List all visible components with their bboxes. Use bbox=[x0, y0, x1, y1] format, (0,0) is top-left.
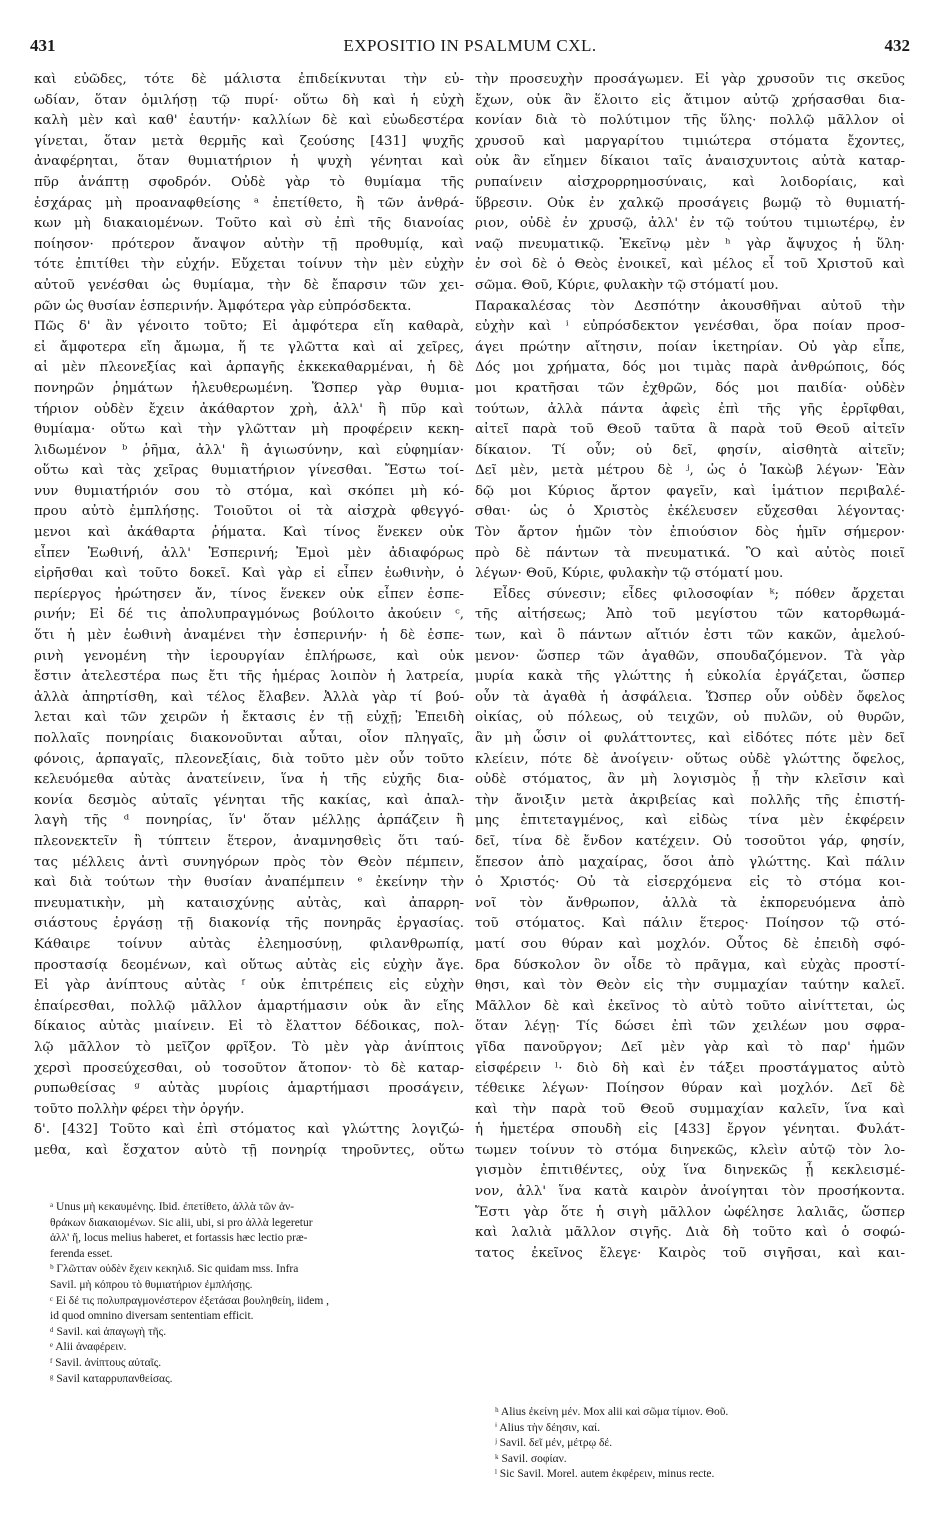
footnote-line: ᶠ Savil. ἀνίπτους αὐταῖς. bbox=[50, 1356, 162, 1369]
text-line: ὁ Χριστός· Οὐ τὰ εἰσερχόμενα εἰς τὸ στόμα κοι- bbox=[475, 875, 905, 891]
text-line: σιάστους ἐργάσῃ τῇ διακονίᾳ τῆς πονηρᾶς ἐργασίας. bbox=[34, 916, 464, 932]
text-line: καὶ διὰ τούτων τὴν θυσίαν ἀναπέμπειν ᵉ ἐκείνην τὴν bbox=[34, 875, 464, 891]
text-line: άγει πρώτην αἴτησιν, ποίαν ἱκετηρίαν. Οὐ γὰρ εἶπε, bbox=[475, 339, 905, 355]
text-line: κονία δεσμὸς αὐταῖς γένηται τῆς κακίας, καὶ ἀπαλ- bbox=[34, 792, 464, 808]
text-line: πολλαῖς πονηρίαις διακονοῦνται αὗται, οἷον πληγαῖς, bbox=[34, 731, 464, 746]
footnote-line: ʰ Alius ἐκείνη μέν. Mox alii καὶ σῶμα τίμιον. Θοῦ. bbox=[495, 1406, 729, 1418]
text-line: θησι, καὶ τὸν Θεὸν εἰς τὴν συμμαχίαν ταύτην καλεῖ. bbox=[475, 978, 905, 994]
text-line: μενον· ὥσπερ τῶν ἀγαθῶν, σπουδαζόμενον. Τὰ γὰρ bbox=[475, 648, 905, 664]
text-line: ἂν μὴ ὦσιν οἱ φυλάττοντες, καὶ εἰδότες πότε μὲν δεῖ bbox=[475, 731, 905, 746]
footnote-line: ἀλλ' ἤ, locus melius haberet, et fortassis hæc lectio præ- bbox=[50, 1232, 308, 1245]
text-line: ματί σου θύραν καὶ μοχλόν. Οὗτος δὲ ἐπειδὴ σφό- bbox=[475, 936, 905, 952]
text-line: ἐπαίρεσθαι, πολλῷ μᾶλλον ἁμαρτήμασιν οὐκ ἂν εἴης bbox=[34, 998, 464, 1014]
text-line: γίνεται, ὅταν μετὰ θερμῆς καὶ ζεούσης [431] ψυχῆς bbox=[34, 133, 464, 149]
text-line: Μᾶλλον δὲ καὶ ἐκεῖνος τὸ αὐτὸ τοῦτο αἰνίττεται, ὡς bbox=[475, 998, 905, 1014]
page-number-right: 432 bbox=[884, 36, 910, 55]
text-line: οὐκ ἂν εἴημεν δίκαιοι ταῖς ἀναισχυντοις αὐτὰ καταρ- bbox=[475, 154, 905, 170]
text-line: περίεργος ἠρώτησεν ἄν, τίνος ἕνεκεν οὐκ εἶπεν ἑσπε- bbox=[34, 586, 464, 602]
text-line: ρυπωθείσας ᵍ αὐτὰς μυρίοις ἁμαρτήμασι προσάγειν, bbox=[34, 1081, 464, 1097]
footnote-line: ᶜ Εἰ δέ τις πολυπραγμονέστερον ἐξετάσαι βουληθείη, iidem , bbox=[50, 1294, 330, 1307]
text-line: τὴν ἄνοιξιν μετὰ ἀκριβείας καὶ πολλῆς τῆς ἐπιστή- bbox=[475, 792, 905, 808]
text-line: τωμεν τοίνυν τὸ στόμα διηνεκῶς, κλεὶν αὐτῷ τὸν λο- bbox=[475, 1142, 905, 1158]
footnote-line: ⁱ Alius τὴν δέησιν, καί. bbox=[495, 1421, 600, 1434]
text-line: κελευόμεθα αὐτὰς ἀνατείνειν, ἵνα ἡ τῆς εὐχῆς δια- bbox=[34, 772, 464, 788]
text-line: σθαι· ὡς ὁ Χριστὸς ἐκέλευσεν εὔχεσθαι λέγοντας· bbox=[475, 504, 905, 520]
text-line: ὅτι ἡ μὲν ἑωθινὴ ἀναμένει τὴν ἑσπερινήν· ἡ δὲ ἑσπε- bbox=[34, 628, 464, 644]
text-line: οὖν τὰ ἀγαθὰ ἡ ἀσφάλεια. Ὥσπερ οὖν οὐδὲν ὄφελος bbox=[475, 689, 905, 705]
text-line: μεθα, καὶ ἔσχατον αὐτὸ τῇ πονηρίᾳ τηροῦντες, οὕτω bbox=[34, 1142, 464, 1158]
text-line: οὕτω καὶ τὰς χεῖρας θυμιατήριον γίνεσθαι. Ἔστω τοί- bbox=[34, 463, 464, 479]
text-line: κονίαν διὰ τὸ πολύτιμον τῆς ὕλης· πολλῷ μᾶλλον οἱ bbox=[475, 113, 905, 129]
text-line: ριον, οὐδὲ ἐν χρυσῷ, ἀλλ' ἐν τῷ τούτου τιμιωτέρῳ, ἐν bbox=[475, 216, 905, 232]
text-line: γισμὸν ἐπιτιθέντες, οὐχ ἵνα διηνεκῶς ᾖ κεκλεισμέ- bbox=[475, 1163, 905, 1179]
text-line: σῶμα. Θοῦ, Κύριε, φυλακὴν τῷ στόματί μου. bbox=[475, 277, 779, 293]
footnote-line: ᵃ Unus μὴ κεκαυμένης. Ibid. ἐπετίθετο, ἀλλὰ τῶν ἀν- bbox=[50, 1201, 295, 1213]
text-line: ἀλλὰ ἀπηρτίσθη, καὶ τέλος ἔλαβεν. Ἀλλὰ γὰρ τί βού- bbox=[34, 689, 464, 705]
text-line: πρὸ δὲ πάντων τὰ πνευματικά. Ὃ καὶ αὐτὸς ποιεῖ bbox=[475, 545, 905, 561]
text-line: λῷ μᾶλλον τὸ μεῖζον φρῖξον. Τὸ μὲν γὰρ ἀνίπτοις bbox=[34, 1039, 464, 1055]
text-line: οὐδὲ στόματος, ἂν μὴ λογισμὸς ᾖ τὴν κλεῖσιν καὶ bbox=[475, 772, 905, 788]
right-column bbox=[475, 70, 905, 1264]
text-line: ἡ ἡμετέρα σπουδὴ εἰς [433] ἔργον γένηται. Φυλάτ- bbox=[475, 1122, 905, 1138]
text-line: τας μέλλεις ἀντὶ συνηγόρων πρὸς τὸν Θεὸν πέμπειν, bbox=[34, 854, 464, 870]
footnote-line: ˡ Sic Savil. Morel. autem ἐκφέρειν, minus recte. bbox=[495, 1468, 715, 1481]
text-line: δίκαιος αὐτὰς μιαίνειν. Εἰ τὸ ἔλαττον δέδοικας, πολ- bbox=[34, 1019, 464, 1035]
text-line: προστασίᾳ δεομένων, καὶ οὕτως αὐτὰς εἰς εὐχὴν ἄγε. bbox=[34, 957, 464, 973]
text-line: τὴν προσευχὴν προσάγωμεν. Εἰ γὰρ χρυσοῦν τις σκεῦος bbox=[475, 72, 905, 87]
text-line: Παρακαλέσας τὸν Δεσπότην ἀκουσθῆναι αὐτοῦ τὴν bbox=[475, 298, 905, 314]
text-line: Πῶς δ' ἂν γένοιτο τοῦτο; Εἰ ἀμφότερα εἴη καθαρὰ, bbox=[34, 319, 464, 335]
text-line: πρου αὐτὸ ἐμπλήσῃς. Τοιοῦτοι οἱ τὰ αἰσχρὰ φθεγγό- bbox=[34, 504, 464, 520]
text-line: ἔχων, οὐκ ἂν ἕλοιτο εἰς ἄτιμον αὐτῷ χρήσασθαι δια- bbox=[475, 92, 905, 108]
text-line: Ἔστι γὰρ ὅτε ἡ σιγὴ μᾶλλον ὠφέλησε λαλιᾶς, ὥσπερ bbox=[475, 1204, 905, 1220]
footnote-line: θράκων διακαιομένων. Sic alii, ubi, si pro ἀλλὰ legeretur bbox=[50, 1216, 313, 1229]
text-line: ἔπεσον ἀπὸ μαχαίρας, ὅσοι ἀπὸ γλώττης. Καὶ πάλιν bbox=[475, 854, 905, 870]
text-line: εἰσφέρειν ˡ· διὸ δὴ καὶ ἐν τάξει προστάγματος αὐτὸ bbox=[475, 1060, 905, 1076]
footnotes-right bbox=[495, 1405, 895, 1483]
text-line: Εἶδες σύνεσιν; εἶδες φιλοσοφίαν ᵏ; πόθεν ἄρχεται bbox=[493, 586, 905, 602]
text-line: εἰ ἄμφοτερα εἴη ἄμωμα, ἥ τε γλῶττα καὶ αἱ χεῖρες, bbox=[34, 339, 464, 355]
text-line: ἐσχάρας μὴ προαναφθείσης ᵃ ἐπετίθετο, ἢ τῶν ἀνθρά- bbox=[34, 195, 464, 211]
text-line: ὅταν λέγῃ· Τίς δώσει ἐπὶ τῶν χειλέων μου σφρα- bbox=[475, 1019, 905, 1035]
text-line: νυν θυμιατήριόν σου τὸ στόμα, καὶ σκόπει μὴ κό- bbox=[34, 483, 464, 499]
text-line: ναῷ πνευματικῷ. Ἐκεῖνῳ μὲν ʰ γὰρ ἄψυχος ἡ ὕλη· bbox=[475, 236, 905, 252]
text-line: πνευματικὴν, μὴ καταισχύνῃς αὐτὰς, καὶ ἀπαρρη- bbox=[34, 895, 464, 911]
text-line: οἰκίας, οὐ πόλεως, οὐ τειχῶν, οὐ πυλῶν, οὐ θυρῶν, bbox=[475, 710, 905, 726]
running-header bbox=[30, 36, 910, 60]
text-line: αἱ μὲν πλεονεξίας καὶ ἁρπαγῆς ἐκκεκαθαρμέναι, ἡ δὲ bbox=[34, 360, 464, 376]
text-line: ωδίαν, ὅταν ὁμιλήσῃ τῷ πυρί· οὕτω δὴ καὶ ἡ εὐχὴ bbox=[34, 92, 464, 108]
left-column bbox=[34, 70, 464, 1161]
text-line: τήριον οὐδὲν ἔχειν ἀκάθαρτον χρὴ, ἀλλ' ἢ πῦρ καὶ bbox=[34, 401, 464, 417]
text-line: Δός μοι χρήματα, δός μοι τιμὰς παρὰ ἀνθρώποις, δός bbox=[475, 360, 905, 376]
text-line: θυμίαμα· οὕτω καὶ τὴν γλῶτταν μὴ προφέρειν κεκη- bbox=[34, 422, 464, 438]
text-line: τοῦτο πολλὴν φέρει τὴν ὀργήν. bbox=[34, 1101, 245, 1117]
text-line: αὐτοῦ γενέσθαι ὡς θυμίαμα, τὴν δὲ ἔπαρσιν τῶν χει- bbox=[34, 277, 464, 293]
text-line: λεται καὶ τῶν χειρῶν ἡ ἔκτασις ἐν τῇ εὐχῇ; Ἐπειδὴ bbox=[34, 710, 464, 726]
text-line: τότε ἐπιτίθει τὴν εὐχήν. Εὔχεται τοίνυν τὴν μὲν εὐχὴν bbox=[34, 257, 464, 273]
text-line: χερσὶ προσεύχεσθαι, οὐ τοσοῦτον ἄτοπον· τὸ δὲ καταρ- bbox=[34, 1060, 464, 1076]
text-line: νον, ἀλλ' ἵνα κατὰ καιρὸν ἀνοίγηται τὸν προσήκοντα. bbox=[475, 1184, 905, 1200]
text-line: δεῖ, τίνα δὲ ἔνδον κατέχειν. Οὐ τοσοῦτοι γάρ, φησίν, bbox=[475, 833, 905, 849]
text-line: λαγὴ τῆς ᵈ πονηρίας, ἵν' ὅταν μέλλῃς ἁρπάζειν ἢ bbox=[34, 813, 464, 829]
text-line: τέθεικε λέγων· Ποίησον θύραν καὶ μοχλόν. Δεῖ δὲ bbox=[475, 1081, 905, 1097]
text-line: Εἰ γὰρ ἀνίπτους αὐτὰς ᶠ οὐκ ἐπιτρέπεις εἰς εὐχὴν bbox=[34, 978, 464, 994]
text-line: μης ἐπιτεταγμένος, καὶ εἰδὼς τίνα μὲν ἐκφέρειν bbox=[475, 813, 905, 829]
text-line: τούτων, ἀλλὰ πάντα ἀφεὶς ἐπὶ τῆς γῆς ἐρρῖφθαι, bbox=[475, 401, 905, 417]
text-line: μοι κρατῆσαι τῶν ἐχθρῶν, δός μοι παιδία· οὐδὲν bbox=[475, 380, 905, 396]
text-line: Κάθαιρε τοίνυν αὐτὰς ἐλεημοσύνῃ, φιλανθρωπίᾳ, bbox=[34, 936, 464, 952]
footnote-line: ᵍ Savil καταρρυπανθείσας. bbox=[50, 1372, 173, 1385]
text-line: λιδωμένον ᵇ ῥῆμα, ἀλλ' ἢ ἁγιωσύνην, καὶ εὐφημίαν· bbox=[34, 442, 464, 458]
footnotes-left bbox=[50, 1200, 450, 1387]
text-line: ποίησον· πρότερον ἄναψον αὐτὴν τῇ προθυμίᾳ, καὶ bbox=[34, 236, 464, 252]
text-line: Δεῖ μὲν, μετὰ μέτρου δὲ ʲ, ὡς ὁ Ἰακὼβ λέγων· Ἐὰν bbox=[475, 463, 905, 479]
text-line: καὶ τὴν παρὰ τοῦ Θεοῦ συμμαχίαν καλεῖν, ἵνα καὶ bbox=[475, 1101, 905, 1117]
text-line: πῦρ ἀνάπτῃ σφοδρόν. Οὐδὲ γὰρ τὸ θυμίαμα τῆς bbox=[34, 174, 464, 190]
footnote-line: id quod omnino diversam sententiam efficit. bbox=[50, 1310, 254, 1323]
footnote-line: ᵇ Γλῶτταν οὐδὲν ἔχειν κεκηλιδ. Sic quidam mss. Infra bbox=[50, 1263, 299, 1276]
footnote-line: ᵏ Savil. σοφίαν. bbox=[495, 1452, 567, 1465]
text-line: εἶπεν Ἑωθινή, ἀλλ' Ἑσπερινή; Ἐμοὶ μὲν ἀδιαφόρως bbox=[34, 545, 464, 561]
text-line: τατος ἐκεῖνος ἔλεγε· Καιρὸς τοῦ σιγῆσαι, καὶ και- bbox=[475, 1245, 905, 1261]
footnote-line: ᵉ Alii ἀναφέρειν. bbox=[50, 1341, 127, 1354]
text-line: πλεονεκτεῖν ἢ τύπτειν ἕτερον, ἀναμνησθεὶς ὅτι ταύ- bbox=[34, 833, 464, 849]
text-line: Τὸν ἄρτον ἡμῶν τὸν ἐπιούσιον δὸς ἡμῖν σήμερον· bbox=[475, 525, 905, 541]
text-line: πονηρῶν ῥημάτων ἠλευθερωμένη. Ὥσπερ γὰρ θυμια- bbox=[34, 380, 464, 396]
text-line: ρινὴ γενομένη τὴν ἱερουργίαν ἐπλήρωσε, καὶ οὐκ bbox=[34, 648, 464, 664]
text-line: καλὴ μὲν καὶ καθ' ἑαυτήν· καλλίων δὲ καὶ εὐωδεστέρα bbox=[34, 113, 464, 129]
text-line: χρυσοῦ καὶ μαργαρίτου τιμιώτερα στόματα ἔχοντες, bbox=[475, 133, 905, 149]
text-line: των, καὶ ὃ πάντων αἴτιόν ἐστι τῶν κακῶν, ἀμελού- bbox=[475, 628, 905, 644]
text-line: λέγων· Θοῦ, Κύριε, φυλακὴν τῷ στόματί μου. bbox=[475, 566, 784, 582]
text-line: εὐχὴν καὶ ⁱ εὐπρόσδεκτον γενέσθαι, ὅρα ποίαν προσ- bbox=[475, 319, 905, 335]
text-line: μυρία κακὰ τῆς γλώττης ἡ εὐκολία ἐργάζεται, ὥσπερ bbox=[475, 669, 905, 685]
text-line: μενοι καὶ ἀκάθαρτα ῥήματα. Καὶ τίνος ἕνεκεν οὐκ bbox=[34, 525, 464, 541]
text-line: ρῶν ὡς θυσίαν ἑσπερινήν. Ἀμφότερα γὰρ εὐπρόσδεκτα. bbox=[34, 298, 412, 314]
footnote-line: ʲ Savil. δεῖ μέν, μέτρῳ δέ. bbox=[495, 1437, 613, 1450]
text-line: κλείειν, πότε δὲ ἀνοίγειν· οὕτως οὐδὲ γλώττης ὄφελος, bbox=[475, 751, 905, 767]
footnote-line: Savil. μὴ κόπρου τὸ θυμιατήριον ἐμπλήσῃς. bbox=[50, 1278, 253, 1291]
text-line: τῆς αἰτήσεως; Ἀπὸ τοῦ μεγίστου τῶν κατορθωμά- bbox=[475, 607, 905, 623]
text-line: δ'. [432] Τοῦτο καὶ ἐπὶ στόματος καὶ γλώττης λογιζώ- bbox=[34, 1122, 464, 1138]
text-line: δίκαιον. Τί οὖν; οὐ δεῖ, φησίν, αἰσθητὰ αἰτεῖν; bbox=[475, 442, 905, 458]
text-line: καὶ λαλιὰ μᾶλλον σιγῆς. Διὰ δὴ τοῦτο καὶ ὁ σοφώ- bbox=[475, 1225, 905, 1241]
text-line: καὶ εὐῶδες, τότε δὲ μάλιστα ἐπιδείκνυται τὴν εὐ- bbox=[34, 72, 464, 87]
text-line: γῖδα πανοῦργον; Δεῖ μὲν γὰρ καὶ τὸ παρ' ἡμῶν bbox=[475, 1039, 905, 1055]
text-line: ὕβρεσιν. Οὐκ ἐν χαλκῷ προσάγεις βωμῷ τὸ θυμιατή- bbox=[475, 195, 905, 211]
text-line: νοῖ τὸν ἄνθρωπον, ἀλλὰ τὰ ἐκπορευόμενα ἀπὸ bbox=[475, 895, 905, 911]
text-line: ἀναφέρηται, ὅταν θυμιατήριον ἡ ψυχὴ γένηται καὶ bbox=[34, 154, 464, 170]
text-line: εἰρῆσθαι καὶ τοῦτο δοκεῖ. Καὶ γὰρ εἰ εἶπεν ἑωθινὴν, ὁ bbox=[34, 566, 464, 582]
footnote-line: ᵈ Savil. καὶ ἀπαγωγὴ τῆς. bbox=[50, 1325, 167, 1338]
text-line: ρινήν; Εἰ δέ τις ἀπολυπραγμόνως βούλοιτο ἀκούειν ᶜ, bbox=[34, 607, 464, 623]
page-number-left: 431 bbox=[30, 36, 56, 55]
text-line: ἐν σοὶ δὲ ὁ Θεὸς ἐνοικεῖ, καὶ μέλος εἶ τοῦ Χριστοῦ καὶ bbox=[475, 257, 905, 273]
text-line: αἰτεῖ παρὰ τοῦ Θεοῦ ταῦτα ἃ παρὰ τοῦ Θεοῦ αἰτεῖν bbox=[475, 422, 905, 438]
footnote-line: ferenda esset. bbox=[50, 1247, 113, 1260]
text-line: φόνοις, ἁρπαγαῖς, πλεονεξίαις, διὰ τοῦτο μὲν οὖν τοῦτο bbox=[34, 751, 464, 767]
text-line: κων μὴ διακαιομένων. Τοῦτο καὶ σὺ ἐπὶ τῆς διανοίας bbox=[34, 216, 464, 232]
text-line: τοῦ στόματος. Καὶ πάλιν ἕτερος· Ποίησον τῷ στό- bbox=[475, 916, 905, 932]
text-line: δρα δύσκολον ὂν οἶδε τὸ πρᾶγμα, καὶ εὐχὰς προστί- bbox=[475, 957, 905, 973]
running-title: EXPOSITIO IN PSALMUM CXL. bbox=[343, 36, 597, 55]
text-line: ἔστιν ἀτελεστέρα πως ἔτι τῆς ἡμέρας λοιπὸν ἡ λατρεία, bbox=[34, 669, 464, 685]
text-line: δῷ μοι Κύριος ἄρτον φαγεῖν, καὶ ἱμάτιον περιβαλέ- bbox=[475, 483, 905, 499]
text-line: ρυπαίνειν αἰσχρορρημοσύναις, καὶ λοιδορίαις, καὶ bbox=[475, 174, 905, 190]
